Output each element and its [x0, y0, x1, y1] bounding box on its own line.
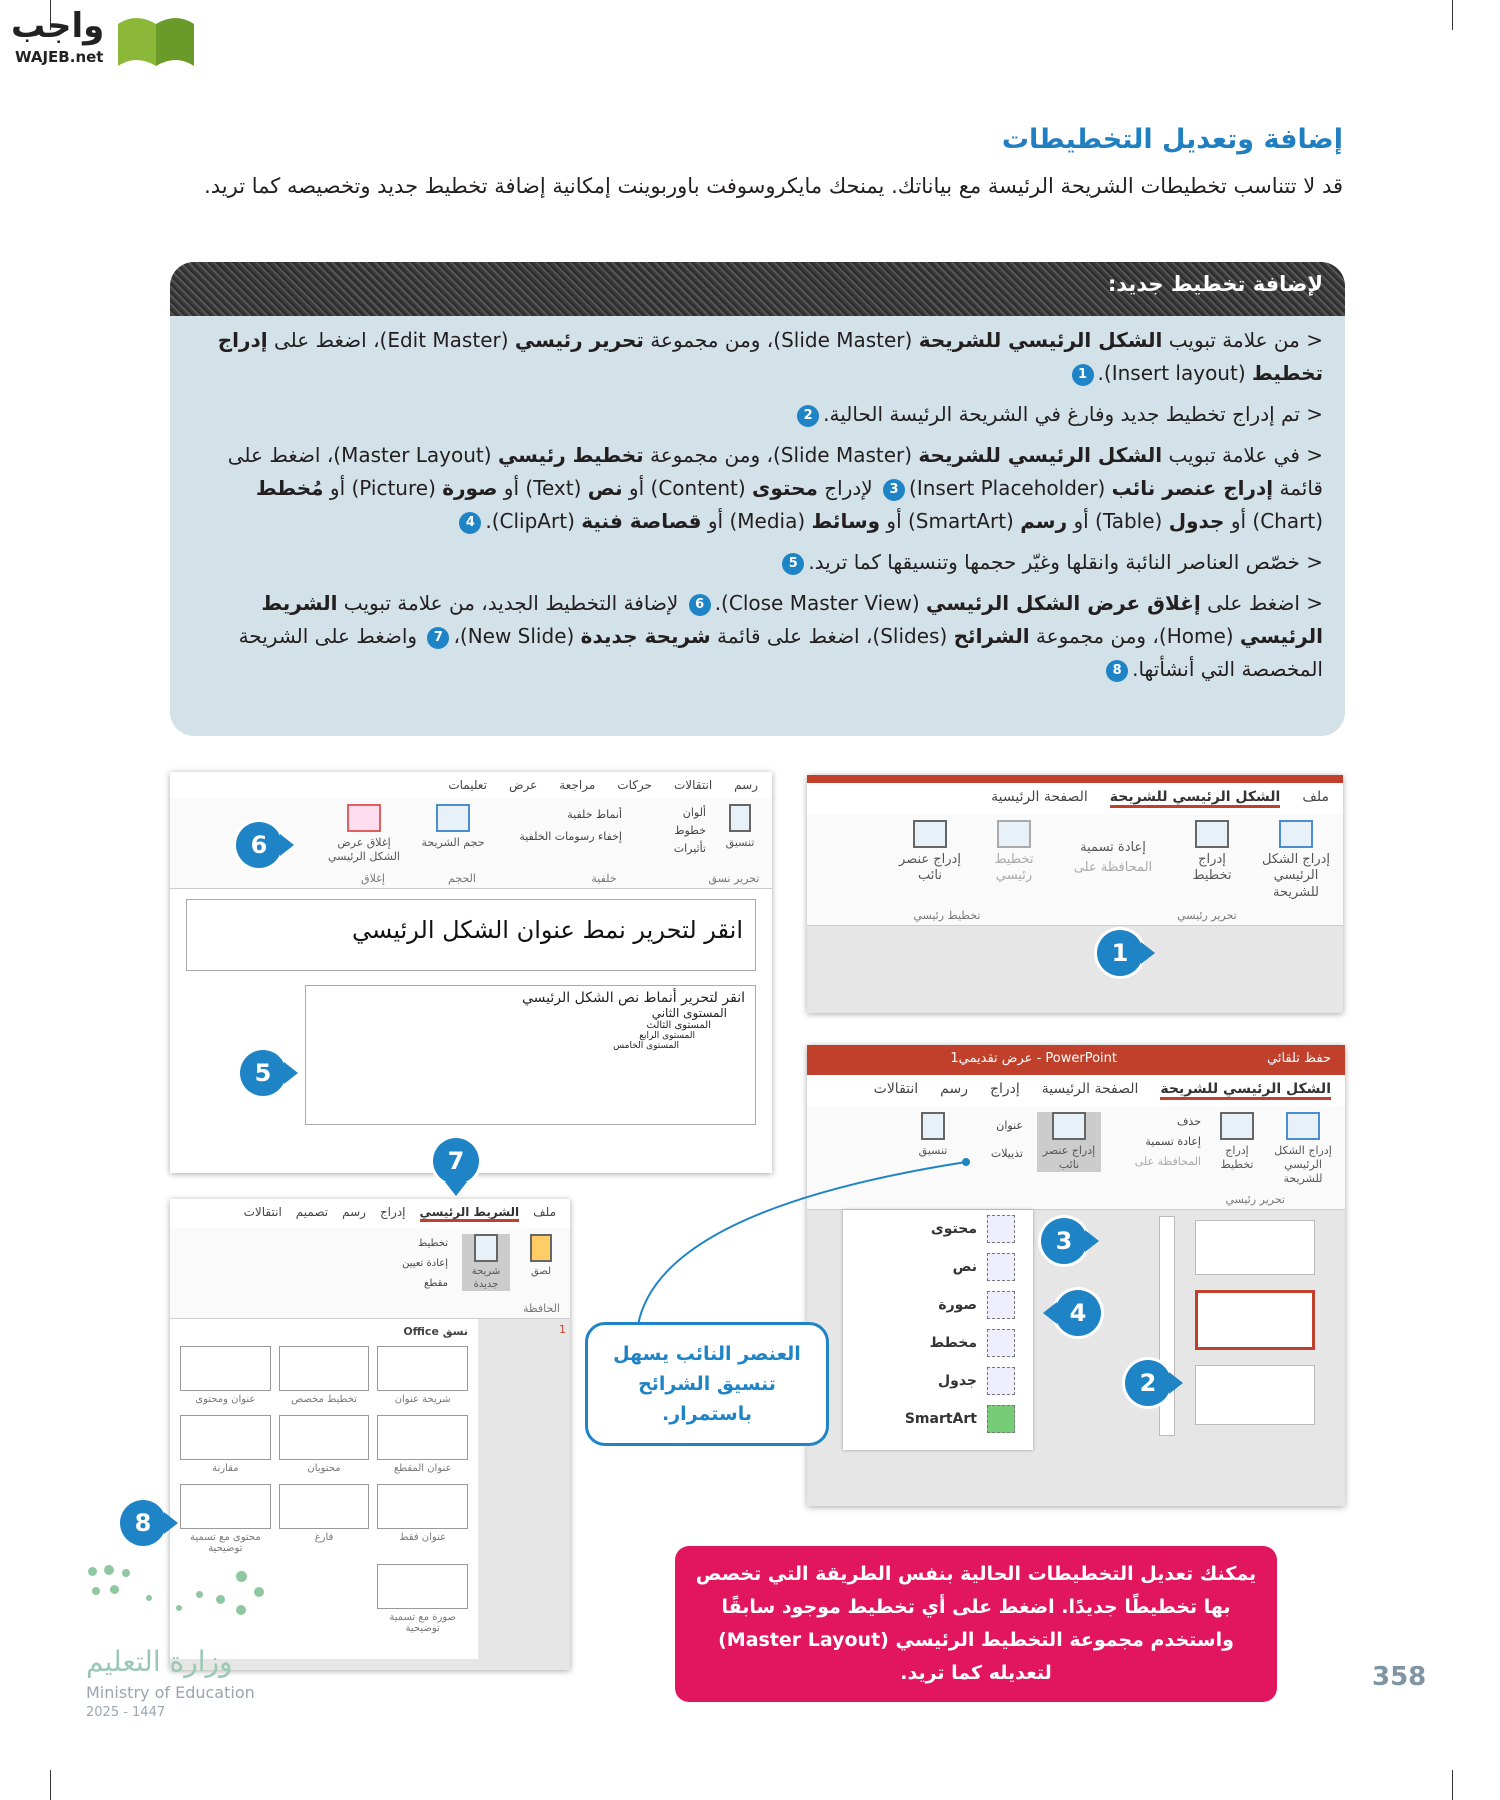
- text: انتقالات: [673, 778, 713, 792]
- group-label: تحرير رئيسي: [1225, 1193, 1285, 1207]
- layout-option[interactable]: [279, 1484, 370, 1554]
- badge-5: 5: [240, 1050, 286, 1096]
- ministry-arabic: وزارة التعليم: [86, 1645, 233, 1678]
- text: انتقالات: [873, 1081, 919, 1097]
- preserve-button[interactable]: المحافظة على: [1073, 860, 1153, 876]
- group-label-theme: تحرير نسق: [708, 871, 760, 885]
- step-badge: 8: [1106, 660, 1128, 682]
- insert-layout-button[interactable]: [1177, 820, 1247, 885]
- insert-slide-master-button[interactable]: [1261, 820, 1331, 901]
- text: (Slide Master)، ومن مجموعة: [643, 443, 919, 467]
- wajeb-logo: [11, 6, 191, 68]
- text: شريحة جديدة: [580, 624, 711, 648]
- layout-option[interactable]: [377, 1564, 468, 1634]
- slide-number: 1: [559, 1323, 566, 1336]
- menu-item-smartart[interactable]: [843, 1400, 1033, 1438]
- text: (Close Master View).: [714, 591, 927, 615]
- layout-option[interactable]: [279, 1346, 370, 1405]
- badge-6: 6: [236, 822, 282, 868]
- crop-mark: [1452, 1770, 1453, 1800]
- badge-3: 3: [1041, 1218, 1087, 1264]
- text: عنوان ومحتوى: [195, 1394, 256, 1405]
- text: واضغط على الشريحة المخصصة التي أنشأتها.: [238, 624, 1323, 681]
- text: المستوى الثالث: [646, 1019, 711, 1031]
- text: رسم: [940, 1081, 968, 1097]
- text: شريحة جديدة: [471, 1266, 501, 1290]
- text: أنماط خلفية: [567, 808, 622, 821]
- text: حذف: [1177, 1115, 1201, 1128]
- title-placeholder[interactable]: انقر لتحرير نمط عنوان الشكل الرئيسي: [186, 899, 756, 971]
- text: تخطيط رئيسي: [994, 852, 1034, 884]
- text: تنسيق: [918, 1144, 948, 1157]
- text: إدراج الشكل الرئيسي للشريحة: [1261, 852, 1330, 900]
- text: < من علامة تبويب: [1162, 328, 1323, 352]
- text: الشريط الرئيسي: [420, 1205, 520, 1222]
- text: وسائط: [811, 509, 881, 533]
- text: < تم إدراج تخطيط جديد وفارغ في الشريحة الرئيسة الحالية.: [823, 402, 1323, 426]
- layout-option[interactable]: [377, 1415, 468, 1474]
- text: الصفحة الرئيسية: [1041, 1081, 1139, 1097]
- text: (Master Layout)، اضغط على قائمة: [227, 443, 1323, 500]
- text: مقطع: [424, 1278, 448, 1289]
- text: إعادة تعيين: [402, 1258, 448, 1269]
- badge-8: 8: [120, 1500, 166, 1546]
- step-badge: 5: [782, 553, 804, 575]
- step-badge: 2: [797, 405, 819, 427]
- text: تأثيرات: [673, 842, 706, 855]
- text: ملف: [533, 1205, 556, 1219]
- new-slide-button[interactable]: [462, 1234, 510, 1291]
- text: (Table) أو: [1067, 509, 1169, 533]
- text: إدراج تخطيط: [1220, 1144, 1254, 1171]
- text: (Chart) أو: [1224, 509, 1323, 533]
- text: مقارنة: [212, 1463, 239, 1474]
- step-3: [206, 439, 1323, 538]
- text: تحرير رئيسي: [514, 328, 644, 352]
- step-4: [206, 546, 1323, 579]
- text: حفظ تلقائي: [1267, 1051, 1331, 1066]
- step-badge: 3: [883, 479, 905, 501]
- intro-paragraph: قد لا تتناسب تخطيطات الشريحة الرئيسة مع بياناتك. يمنحك مايكروسوفت باوربوينت إمكانية إضافة تخطيط جديد وتخصيصه كما تريد.: [204, 174, 1343, 198]
- text: إدراج عنصر نائب: [899, 852, 961, 884]
- badge-1: 1: [1097, 930, 1143, 976]
- text: إدراج الشكل الرئيسي للشريحة: [1274, 1144, 1332, 1185]
- screenshot-slide-master-ribbon: [807, 775, 1343, 1013]
- layout-option-custom[interactable]: [180, 1484, 271, 1554]
- text: حجم الشريحة: [421, 836, 485, 849]
- rename-button[interactable]: إعادة تسمية: [1080, 840, 1146, 855]
- text: رسم: [734, 778, 758, 792]
- badge-4: 4: [1055, 1290, 1101, 1336]
- text: إدراج تخطيط: [217, 328, 1323, 385]
- text: رسم: [342, 1205, 366, 1219]
- text: عرض: [508, 778, 538, 792]
- insert-placeholder-button[interactable]: [895, 820, 965, 885]
- tab-file[interactable]: ملف: [1302, 789, 1329, 805]
- step-badge: 6: [689, 594, 711, 616]
- text: عنوان: [996, 1119, 1023, 1132]
- layout-option[interactable]: [377, 1484, 468, 1554]
- layout-option[interactable]: [180, 1346, 271, 1405]
- text: صورة: [442, 476, 498, 500]
- section-title: إضافة وتعديل التخطيطات: [1001, 124, 1343, 155]
- text: إدراج عنصر نائب: [1042, 1144, 1096, 1171]
- ministry-logo: [86, 1561, 276, 1721]
- crop-mark: [1452, 0, 1453, 30]
- text: نص: [952, 1259, 977, 1276]
- group-label-close: إغلاق: [361, 871, 385, 885]
- text: PowerPoint - عرض تقديمي1: [950, 1051, 1117, 1066]
- text: عنوان المقطع: [393, 1463, 452, 1474]
- text: (Slides)، اضغط على قائمة: [710, 624, 954, 648]
- text: (Text) أو: [497, 476, 588, 500]
- step-2: [206, 398, 1323, 431]
- steps-box-title: لإضافة تخطيط جديد:: [170, 262, 1345, 316]
- group-label: تخطيط رئيسي: [913, 908, 981, 922]
- text: جدول: [937, 1373, 977, 1390]
- slide-size-button[interactable]: [418, 804, 488, 850]
- text: (Home)، ومن مجموعة: [1029, 624, 1240, 648]
- layout-thumbnail[interactable]: [1195, 1220, 1315, 1275]
- text: تخطيط مخصص: [291, 1394, 357, 1405]
- text: < اضغط على: [1200, 591, 1323, 615]
- text: انتقالات: [243, 1205, 282, 1219]
- placeholder-callout: العنصر النائب يسهل تنسيق الشرائح باستمرار.: [585, 1322, 829, 1446]
- note-box: يمكنك تعديل التخطيطات الحالية بنفس الطريقة التي تخصص بها تخطيطًا جديدًا. اضغط على أي تخطيط موجود سابقًا واستخدم مجموعة التخطيط الرئيسي (Master Layout) لتعديله كما تريد.: [675, 1546, 1277, 1702]
- text: (ClipArt).: [485, 509, 582, 533]
- text: الشكل الرئيسي للشريحة: [918, 328, 1163, 352]
- text: لإضافة التخطيط الجديد، من علامة تبويب: [337, 591, 685, 615]
- group-label-background: خلفية: [591, 871, 617, 885]
- text: < خصّص العناصر النائبة وانقلها وغيّر حجمها وتنسيقها كما تريد.: [808, 550, 1323, 574]
- group-label-clipboard: الحافظة: [522, 1302, 560, 1315]
- tab-home[interactable]: الصفحة الرئيسية: [991, 789, 1088, 805]
- text: الشريط الرئيسي: [261, 591, 1323, 648]
- text: نص: [587, 476, 623, 500]
- text: شريحة عنوان: [394, 1394, 451, 1405]
- text: الشكل الرئيسي للشريحة: [1160, 1081, 1331, 1100]
- logo-latin: WAJEB.net: [15, 48, 104, 66]
- text: تعليمات: [448, 778, 487, 792]
- crop-mark: [50, 1770, 51, 1800]
- text: (Edit Master)، اضغط على: [267, 328, 515, 352]
- group-label: تحرير رئيسي: [1177, 908, 1237, 922]
- step-badge: 1: [1072, 364, 1094, 386]
- text: لصق: [530, 1266, 552, 1277]
- text: المستوى الثاني: [651, 1005, 727, 1020]
- text: (Insert layout).: [1097, 361, 1252, 385]
- text: (Picture) أو: [323, 476, 443, 500]
- text: تذييلات: [990, 1147, 1023, 1160]
- text: إدراج عنصر نائب: [1111, 476, 1274, 500]
- close-master-view-button[interactable]: [324, 804, 404, 864]
- text: (Media) أو: [701, 509, 812, 533]
- text: عنوان فقط: [399, 1532, 447, 1543]
- layout-thumbnail-new[interactable]: [1195, 1290, 1315, 1350]
- tab-slide-master[interactable]: الشكل الرئيسي للشريحة: [1110, 789, 1281, 808]
- text: صورة: [938, 1297, 977, 1314]
- text: انقر لتحرير أنماط نص الشكل الرئيسي: [522, 989, 745, 1006]
- text: مُخطط: [255, 476, 324, 500]
- text: ألوان: [682, 806, 706, 819]
- text: SmartArt: [904, 1411, 977, 1428]
- text: المستوى الخامس: [613, 1040, 679, 1051]
- text: (SmartArt) أو: [880, 509, 1021, 533]
- callout-connector: [600, 1150, 980, 1330]
- logo-arabic: واجب: [11, 6, 105, 46]
- text: (Content) أو: [622, 476, 753, 500]
- layout-option[interactable]: [377, 1346, 468, 1405]
- text: محتوى: [930, 1221, 977, 1238]
- text: نسق Office: [403, 1325, 468, 1338]
- text: محتويان: [307, 1463, 341, 1474]
- text: إدراج: [989, 1081, 1020, 1097]
- text: المحافظة على: [1134, 1155, 1201, 1168]
- step-badge: 7: [427, 627, 449, 649]
- text: (Slide Master)، ومن مجموعة: [643, 328, 919, 352]
- badge-2: 2: [1125, 1360, 1171, 1406]
- group-label-size: الحجم: [448, 871, 476, 885]
- text: إخفاء رسومات الخلفية: [519, 830, 622, 843]
- text: إعادة تسمية: [1145, 1135, 1201, 1148]
- text: قصاصة فنية: [581, 509, 702, 533]
- text: رسم: [1020, 509, 1068, 533]
- insert-placeholder-button[interactable]: [1037, 1112, 1101, 1172]
- text: مخطط: [929, 1335, 977, 1352]
- step-5: [206, 587, 1323, 686]
- text: جدول: [1168, 509, 1225, 533]
- badge-7: 7: [433, 1138, 479, 1184]
- text: مراجعة: [559, 778, 596, 792]
- themes-button[interactable]: [720, 804, 760, 850]
- text: حركات: [617, 778, 652, 792]
- text: تصميم: [295, 1205, 329, 1219]
- step-1: [206, 324, 1323, 390]
- text: الشرائح: [953, 624, 1030, 648]
- text: (Insert Placeholder): [909, 476, 1112, 500]
- text: تنسيق: [725, 836, 755, 849]
- text: المستوى الرابع: [639, 1030, 695, 1041]
- steps-box: [170, 262, 1345, 736]
- book-icon: [116, 10, 196, 68]
- text: < في علامة تبويب: [1162, 443, 1323, 467]
- layout-thumbnail[interactable]: [1195, 1365, 1315, 1425]
- ministry-english: Ministry of Education: [86, 1683, 255, 1702]
- text: إدراج: [379, 1205, 406, 1219]
- layout-option[interactable]: [279, 1415, 370, 1474]
- text: تخطيط: [418, 1238, 448, 1249]
- text: محتوى مع تسمية توضيحية: [189, 1532, 261, 1554]
- text: صورة مع تسمية توضيحية: [389, 1612, 456, 1634]
- text: لإدراج: [817, 476, 880, 500]
- master-layout-button[interactable]: [979, 820, 1049, 885]
- text: إغلاق عرض الشكل الرئيسي: [328, 836, 400, 863]
- ministry-year: 2025 - 1447: [86, 1705, 166, 1720]
- layout-option[interactable]: [180, 1415, 271, 1474]
- step-badge: 4: [459, 512, 481, 534]
- text: تخطيط رئيسي: [497, 443, 644, 467]
- text: الشكل الرئيسي للشريحة: [918, 443, 1163, 467]
- page-number: 358: [1372, 1662, 1427, 1692]
- text: إدراج تخطيط: [1192, 852, 1232, 884]
- text: (New Slide)،: [453, 624, 581, 648]
- text: خطوط: [674, 824, 706, 837]
- text: إغلاق عرض الشكل الرئيسي: [926, 591, 1201, 615]
- body-placeholder[interactable]: [305, 985, 756, 1125]
- text: فارغ: [314, 1532, 334, 1543]
- scrollbar[interactable]: [1159, 1216, 1175, 1436]
- menu-item-table[interactable]: [843, 1362, 1033, 1400]
- text: محتوى: [752, 476, 818, 500]
